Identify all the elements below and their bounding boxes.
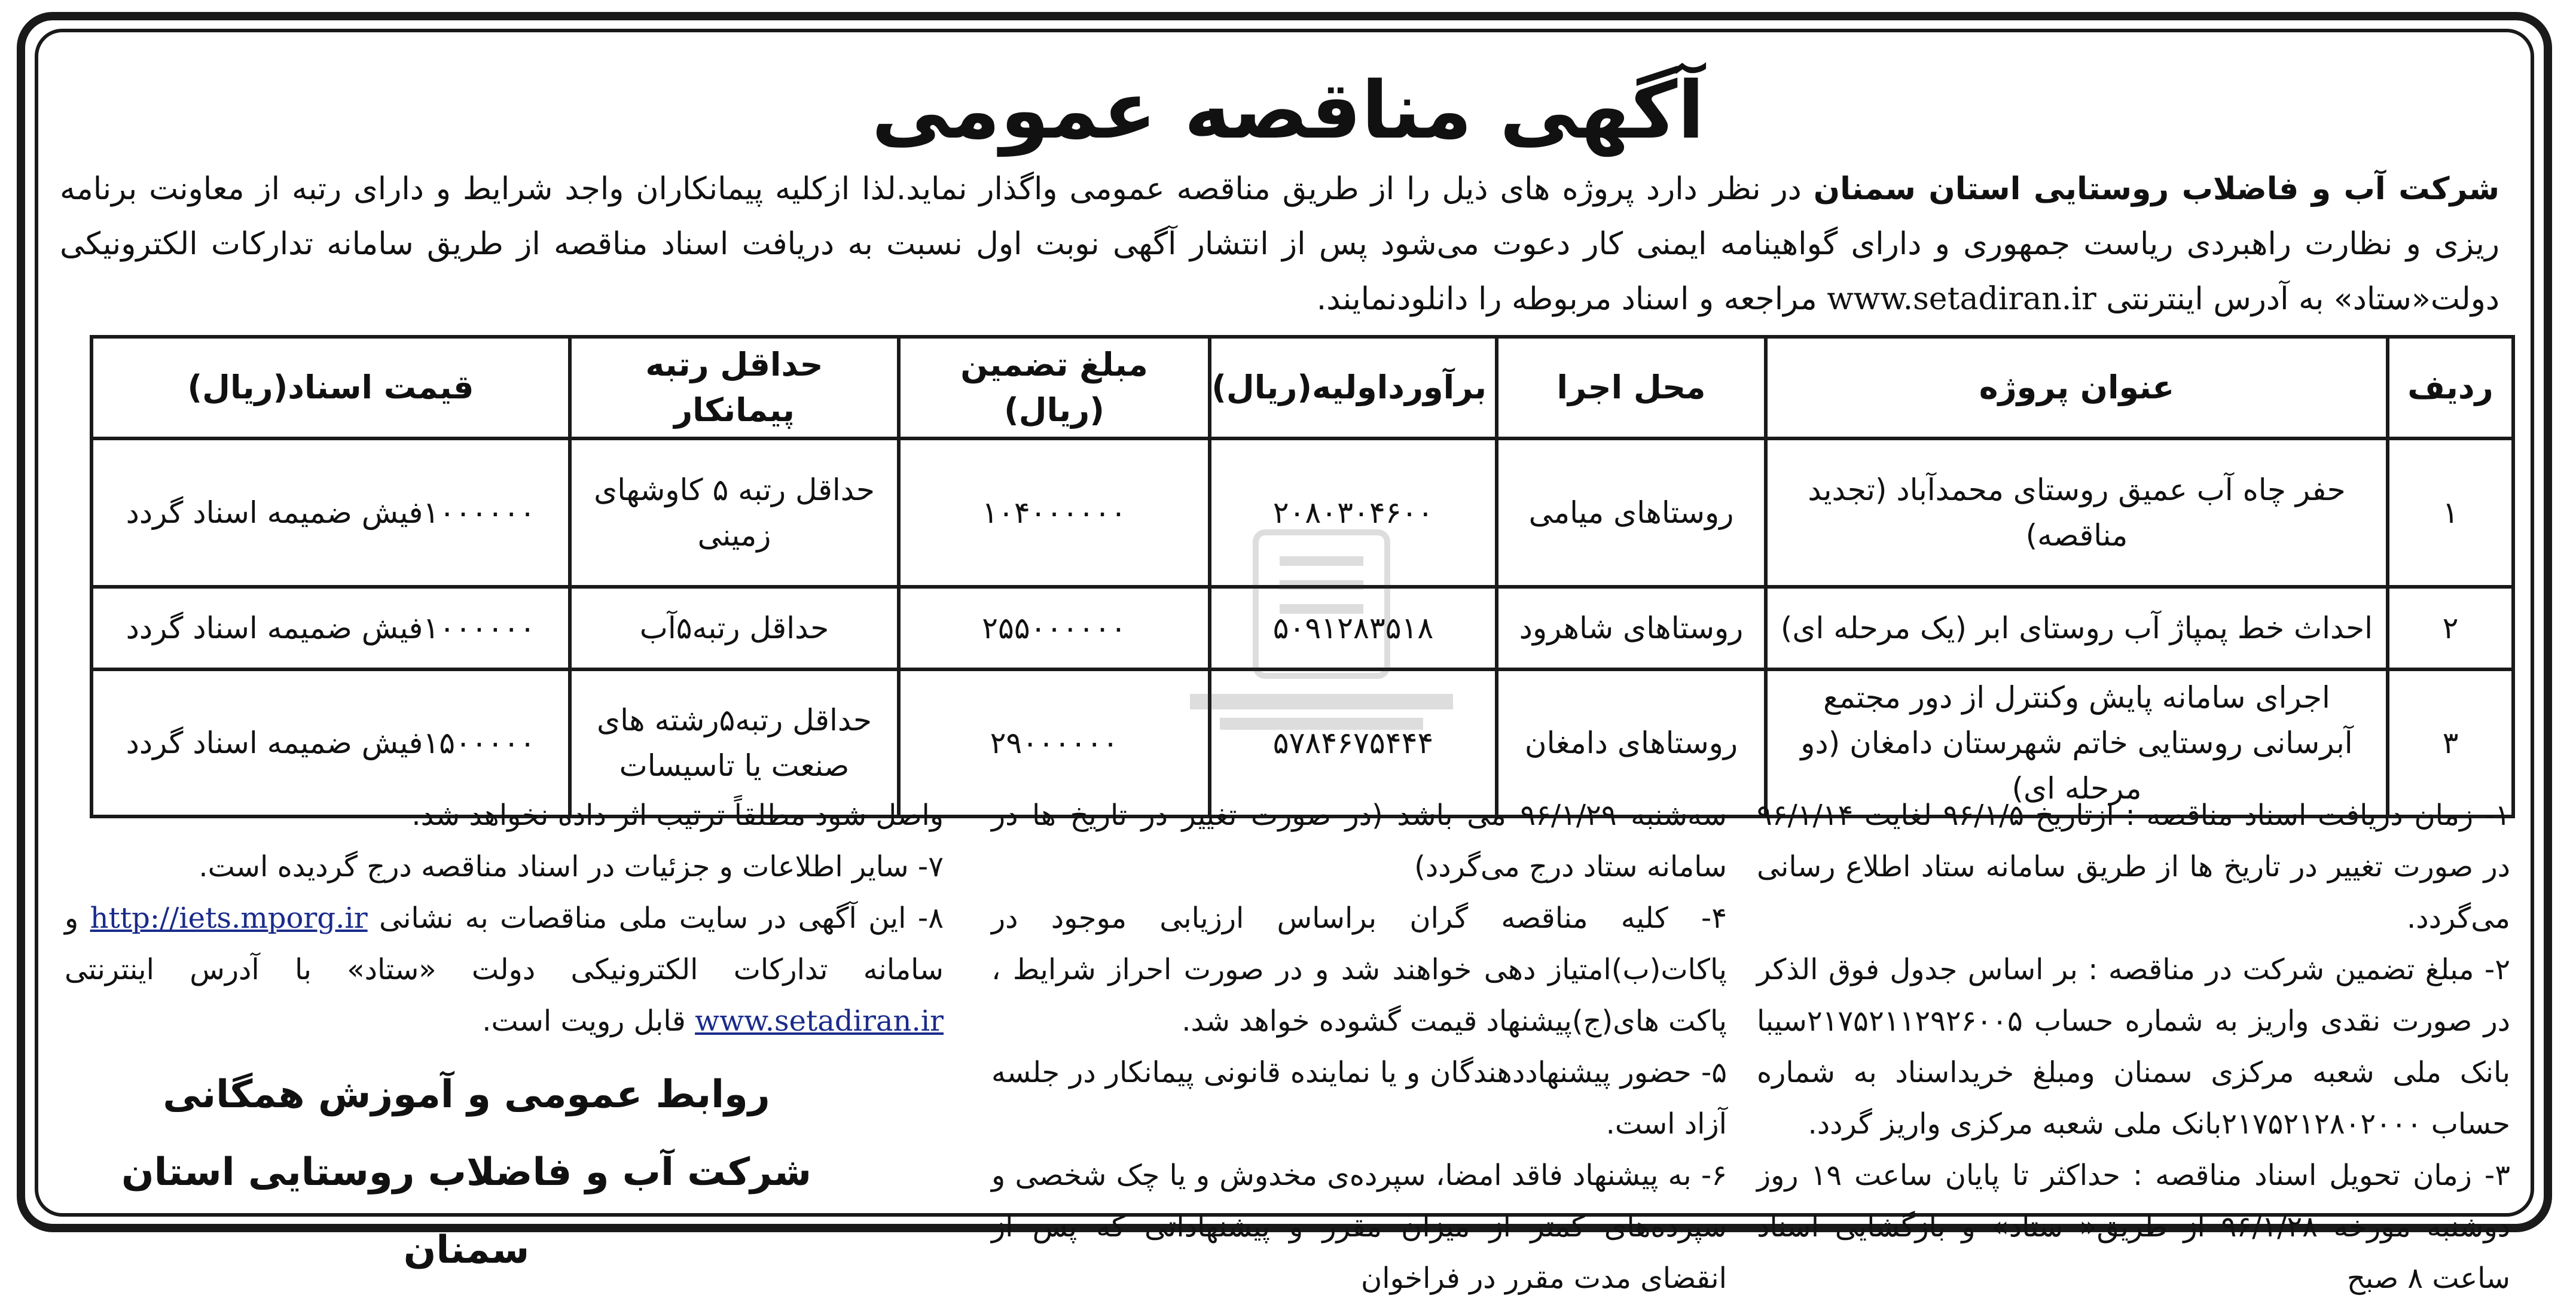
note-8-text-b: و سامانه تدارکات الکترونیکی دولت «ستاد» با آدرس اینترنتی [65, 901, 944, 986]
guarantee-value: ۲۹۰۰۰۰۰۰ [899, 669, 1210, 816]
iets-link[interactable]: http://iets.mporg.ir [90, 901, 368, 935]
setadiran-link[interactable]: www.setadiran.ir [695, 1004, 944, 1038]
min-rank: حداقل رتبه ۵ کاوشهای زمینی [570, 438, 899, 587]
header-guarantee: مبلغ تضمین (ریال) [899, 337, 1210, 438]
row-number: ۳ [2388, 669, 2513, 816]
guarantee-value: ۲۵۵۰۰۰۰۰۰ [899, 587, 1210, 669]
signature-line-1: روابط عمومی و آموزش همگانی [163, 1073, 770, 1117]
page-title: آگهی مناقصه عمومی [871, 65, 1705, 157]
note-1: ۱- زمان دریافت اسناد مناقصه : ازتاریخ ۹۶/۱/۵ لغایت ۹۶/۱/۱۴ در صورت تغییر در تاریخ ها از طریق سامانه ستاد اطلاع رسانی می‌گردد. [1757, 799, 2510, 935]
min-rank: حداقل رتبه۵رشته های صنعت یا تاسیسات [570, 669, 899, 816]
intro-text-1: در نظر دارد پروژه های ذیل را از طریق مناقصه عمومی واگذار نماید.لذا ازکلیه پیمانکاران واجد شرایط و دارای رتبه از معاونت برنامه ریزی و نظارت راهبردی ریاست جمهوری و دارای گواهینامه ایمنی کار دعوت می‌شود پس از انتشار آگهی نوبت اول نسبت به دریافت اسناد مناقصه از طریق سامانه تدارکات الکترونیکی دولت«ستاد» به آدرس اینترنتی [60, 171, 2499, 317]
min-rank: حداقل رتبه۵آب [570, 587, 899, 669]
project-title: حفر چاه آب عمیق روستای محمدآباد (تجدید مناقصه) [1766, 438, 2388, 587]
note-2: ۲- مبلغ تضمین شرکت در مناقصه : بر اساس جدول فوق الذکر در صورت نقدی واریز به شماره حساب ۲۱۷۵۲۱۱۲۹۲۶۰۰۵سیبا بانک ملی شعبه مرکزی سمنان ومبلغ خریداسناد به شماره حساب ۲۱۷۵۲۱۲۸۰۲۰۰۰بانک ملی شعبه مرکزی واریز گردد. [1757, 953, 2510, 1141]
setad-url: www.setadiran.ir [1827, 281, 2096, 317]
header-doc-price: قیمت اسناد(ریال) [91, 337, 570, 438]
header-min-rank: حداقل رتبه پیمانکار [570, 337, 899, 438]
project-location: روستاهای دامغان [1497, 669, 1766, 816]
intro-text-2: مراجعه و اسناد مربوطه را دانلودنمایند. [1316, 281, 1827, 317]
estimate-value: ۵۰۹۱۲۸۳۵۱۸ [1210, 587, 1497, 669]
note-7: ۷- سایر اطلاعات و جزئیات در اسناد مناقصه درج گردیده است. [199, 850, 944, 883]
header-project-title: عنوان پروژه [1766, 337, 2388, 438]
project-title: اجرای سامانه پایش وکنترل از دور مجتمع آبرسانی روستایی خاتم شهرستان دامغان (دو مرحله ای) [1766, 669, 2388, 816]
header-location: محل اجرا [1497, 337, 1766, 438]
header-row-number: ردیف [2388, 337, 2513, 438]
guarantee-value: ۱۰۴۰۰۰۰۰۰ [899, 438, 1210, 587]
note-4: ۴- کلیه مناقصه گران براساس ارزیابی موجود در پاکات(ب)امتیاز دهی خواهند شد و در صورت احراز شرایط ، پاکت های(ج)پیشنهاد قیمت گشوده خواهد شد. [991, 901, 1727, 1038]
note-8 [65, 892, 944, 1047]
row-number: ۲ [2388, 587, 2513, 669]
intro-paragraph [60, 162, 2499, 327]
note-3-continued: سه‌شنبه ۹۶/۱/۲۹ می باشد (در صورت تغییر در تاریخ ها در سامانه ستاد درج می‌گردد) [991, 799, 1727, 883]
project-location: روستاهای میامی [1497, 438, 1766, 587]
doc-price: ۱۰۰۰۰۰۰فیش ضمیمه اسناد گردد [91, 587, 570, 669]
company-name: شرکت آب و فاضلاب روستایی استان سمنان [1813, 171, 2499, 207]
note-5: ۵- حضور پیشنهاددهندگان و یا نماینده قانونی پیمانکار در جلسه آزاد است. [991, 1056, 1727, 1141]
doc-price: ۱۵۰۰۰۰۰فیش ضمیمه اسناد گردد [91, 669, 570, 816]
table-header-row [91, 337, 2513, 438]
watermark-logo [1166, 514, 1477, 742]
note-6-continued: واصل شود مطلقاً ترتیب اثر داده نخواهد شد. [411, 799, 944, 832]
note-3: ۳- زمان تحویل اسناد مناقصه : حداکثر تا پایان ساعت ۱۹ روز دوشنبه مورخه ۹۶/۱/۲۸ از طریق« ستاد» و بازگشایی اسناد ساعت ۸ صبح [1757, 1159, 2511, 1295]
note-8-text-a: ۸- این آگهی در سایت ملی مناقصات به نشانی [367, 901, 944, 935]
project-title: احداث خط پمپاژ آب روستای ابر (یک مرحله ای) [1766, 587, 2388, 669]
header-estimate: برآورداولیه(ریال) [1210, 337, 1497, 438]
project-location: روستاهای شاهرود [1497, 587, 1766, 669]
doc-price: ۱۰۰۰۰۰۰فیش ضمیمه اسناد گردد [91, 438, 570, 587]
estimate-value: ۵۷۸۴۶۷۵۴۴۴ [1210, 669, 1497, 816]
note-8-text-c: قابل رویت است. [482, 1004, 695, 1038]
note-6: ۶- به پیشنهاد فاقد امضا، سپرده‌ی مخدوش و یا چک شخصی و سپرده‌های کمتر از میزان مقرر و پیشنهاداتی که پس از انقضای مدت مقرر در فراخوان [991, 1159, 1727, 1295]
notes-column-middle [991, 790, 1727, 1304]
signature-line-2: شرکت آب و فاضلاب روستایی استان سمنان [121, 1150, 811, 1272]
row-number: ۱ [2388, 438, 2513, 587]
notes-column-left [65, 790, 944, 1047]
notes-column-right [1757, 790, 2510, 1304]
watermark-graphic [1166, 514, 1477, 742]
estimate-value: ۲۰۸۰۳۰۴۶۰۰ [1210, 438, 1497, 587]
signature-block [108, 1056, 825, 1289]
